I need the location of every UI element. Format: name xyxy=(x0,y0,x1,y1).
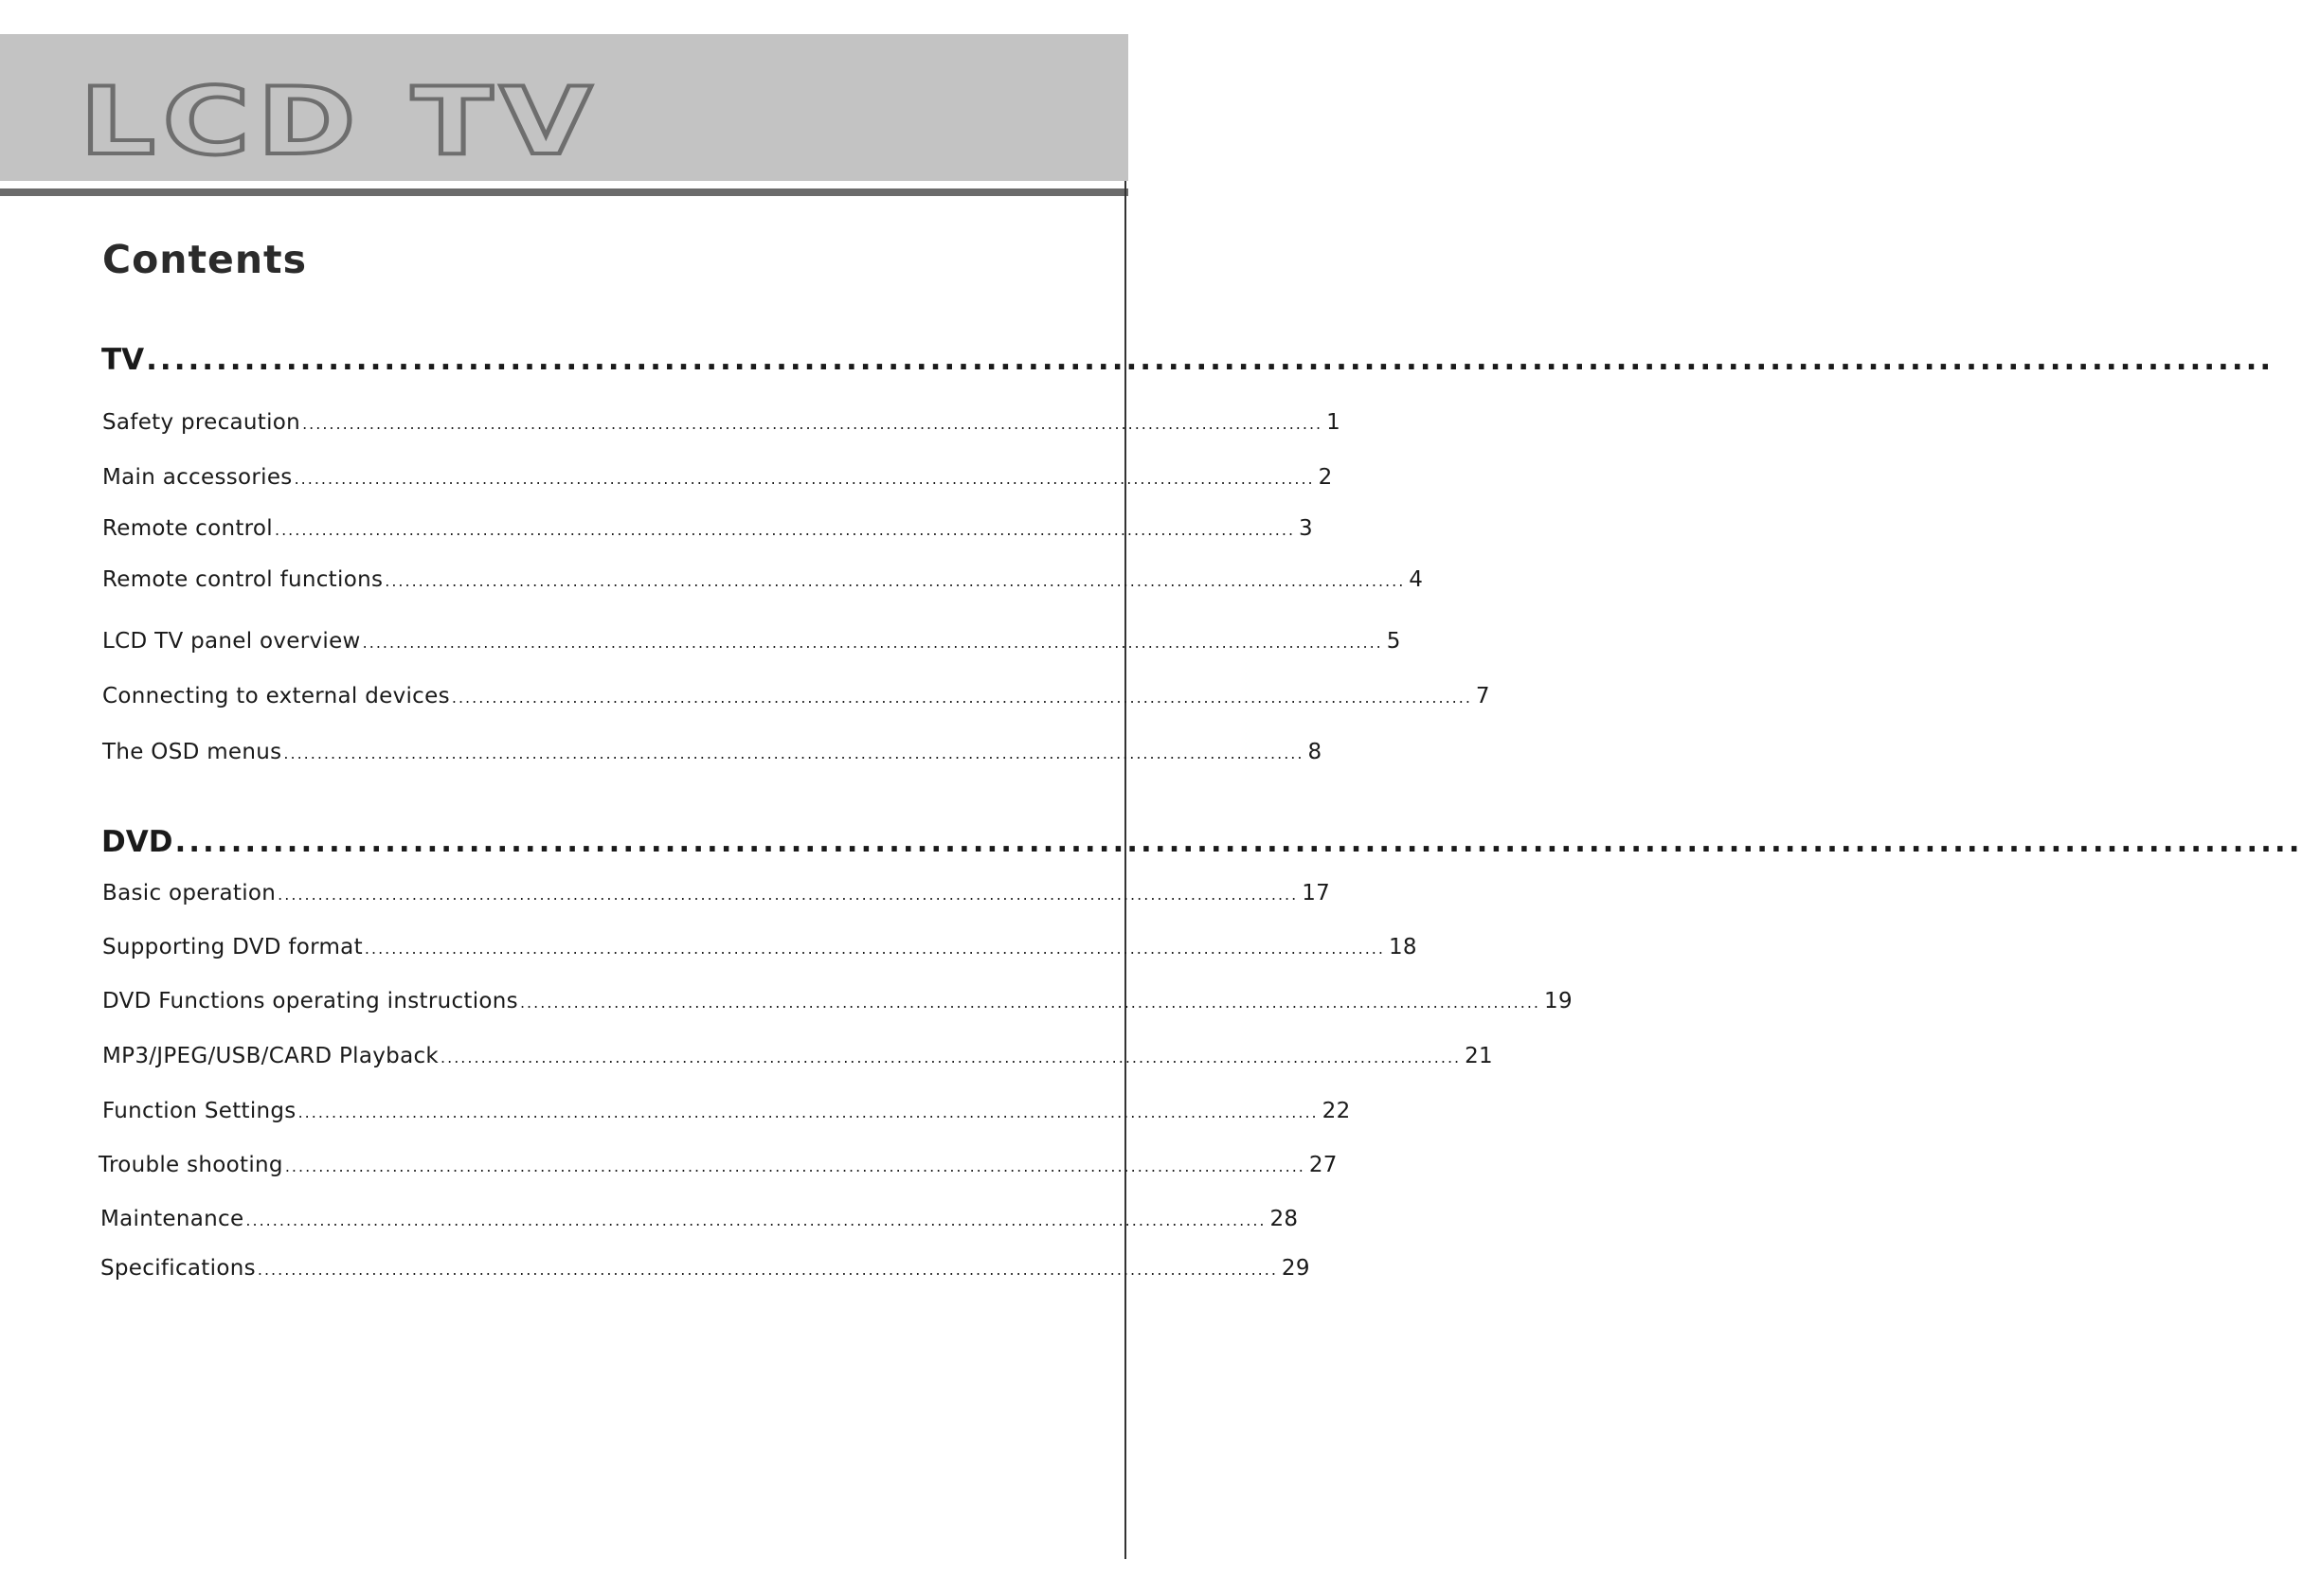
toc-entry[interactable] xyxy=(102,465,1333,490)
dot-leader: ........................................................................................................................................................ xyxy=(174,825,2302,859)
toc-entry-page: 29 xyxy=(1281,1256,1310,1281)
dot-leader: ........................................................................................................................................................ xyxy=(441,1049,1462,1067)
section-heading-dvd xyxy=(101,825,2302,859)
toc-entry-page: 5 xyxy=(1386,629,1401,654)
toc-entry-label: Basic operation xyxy=(102,881,277,906)
toc-entry-label: Safety precaution xyxy=(102,410,301,435)
toc-entry[interactable] xyxy=(102,684,1490,708)
toc-entry-label: DVD Functions operating instructions xyxy=(102,989,518,1013)
toc-entry[interactable] xyxy=(102,740,1322,764)
dot-leader: ........................................................................................................................................................ xyxy=(245,1211,1267,1229)
toc-entry-page: 4 xyxy=(1409,567,1424,592)
toc-entry[interactable] xyxy=(102,516,1313,541)
dot-leader: ........................................................................................................................................................ xyxy=(519,994,1541,1012)
toc-entry-page: 18 xyxy=(1388,935,1417,959)
dot-leader: ........................................................................................................................................................ xyxy=(302,415,1323,433)
dot-leader: ........................................................................................................................................................ xyxy=(274,521,1296,539)
toc-entry-label: Maintenance xyxy=(100,1207,244,1231)
toc-entry[interactable] xyxy=(100,1207,1299,1231)
contents-heading: Contents xyxy=(102,237,308,282)
dot-leader: ........................................................................................................................................................ xyxy=(284,1157,1305,1175)
toc-entry-label: The OSD menus xyxy=(102,740,282,764)
toc-entry[interactable] xyxy=(102,629,1401,654)
toc-entry-page: 28 xyxy=(1269,1207,1299,1231)
toc-entry[interactable] xyxy=(102,567,1424,592)
toc-entry-label: Remote control xyxy=(102,516,273,541)
toc-entry-page: 19 xyxy=(1544,989,1573,1013)
document-title: LCD TV xyxy=(80,68,600,176)
section-title: TV xyxy=(101,343,145,377)
toc-entry-page: 22 xyxy=(1322,1099,1351,1123)
dot-leader: ........................................................................................................................................................ xyxy=(362,634,1383,652)
toc-entry[interactable] xyxy=(102,989,1573,1013)
dot-leader: ........................................................................................................................................................ xyxy=(257,1261,1278,1279)
toc-entry[interactable] xyxy=(102,1099,1351,1123)
toc-entry[interactable] xyxy=(102,1044,1493,1068)
toc-entry-label: Specifications xyxy=(100,1256,256,1281)
toc-entry-page: 2 xyxy=(1318,465,1333,490)
toc-entry[interactable] xyxy=(102,881,1331,906)
toc-entry-page: 1 xyxy=(1326,410,1341,435)
toc-entry-label: Function Settings xyxy=(102,1099,297,1123)
page-edge-line xyxy=(1124,181,1126,1559)
header-banner xyxy=(0,34,1128,181)
toc-entry[interactable] xyxy=(100,1256,1310,1281)
dot-leader: ........................................................................................................................................................ xyxy=(297,1103,1319,1121)
toc-entry-page: 17 xyxy=(1302,881,1331,906)
toc-entry-label: MP3/JPEG/USB/CARD Playback xyxy=(102,1044,440,1068)
toc-entry-page: 8 xyxy=(1307,740,1322,764)
toc-entry-label: Supporting DVD format xyxy=(102,935,363,959)
section-heading-tv xyxy=(101,343,2275,377)
toc-entry[interactable] xyxy=(99,1153,1338,1177)
dot-leader: ........................................................................................................................................................ xyxy=(294,470,1315,488)
toc-entry-label: Connecting to external devices xyxy=(102,684,450,708)
toc-entry-label: Main accessories xyxy=(102,465,293,490)
toc-entry-page: 3 xyxy=(1299,516,1313,541)
dot-leader: ........................................................................................................................................................ xyxy=(385,572,1406,590)
toc-entry[interactable] xyxy=(102,935,1417,959)
dot-leader: ........................................................................................................................................................ xyxy=(451,689,1472,707)
toc-entry-label: LCD TV panel overview xyxy=(102,629,361,654)
dot-leader: ........................................................................................................................................................ xyxy=(278,886,1299,904)
toc-entry-page: 27 xyxy=(1308,1153,1338,1177)
header-rule xyxy=(0,188,1128,196)
toc-entry-page: 21 xyxy=(1465,1044,1493,1068)
toc-entry-page: 7 xyxy=(1475,684,1490,708)
toc-entry-label: Trouble shooting xyxy=(99,1153,283,1177)
toc-entry-label: Remote control functions xyxy=(102,567,384,592)
dot-leader: ........................................................................................................................................................ xyxy=(146,343,2275,377)
section-title: DVD xyxy=(101,825,173,859)
dot-leader: ........................................................................................................................................................ xyxy=(364,940,1385,958)
toc-entry[interactable] xyxy=(102,410,1341,435)
dot-leader: ........................................................................................................................................................ xyxy=(283,744,1304,762)
